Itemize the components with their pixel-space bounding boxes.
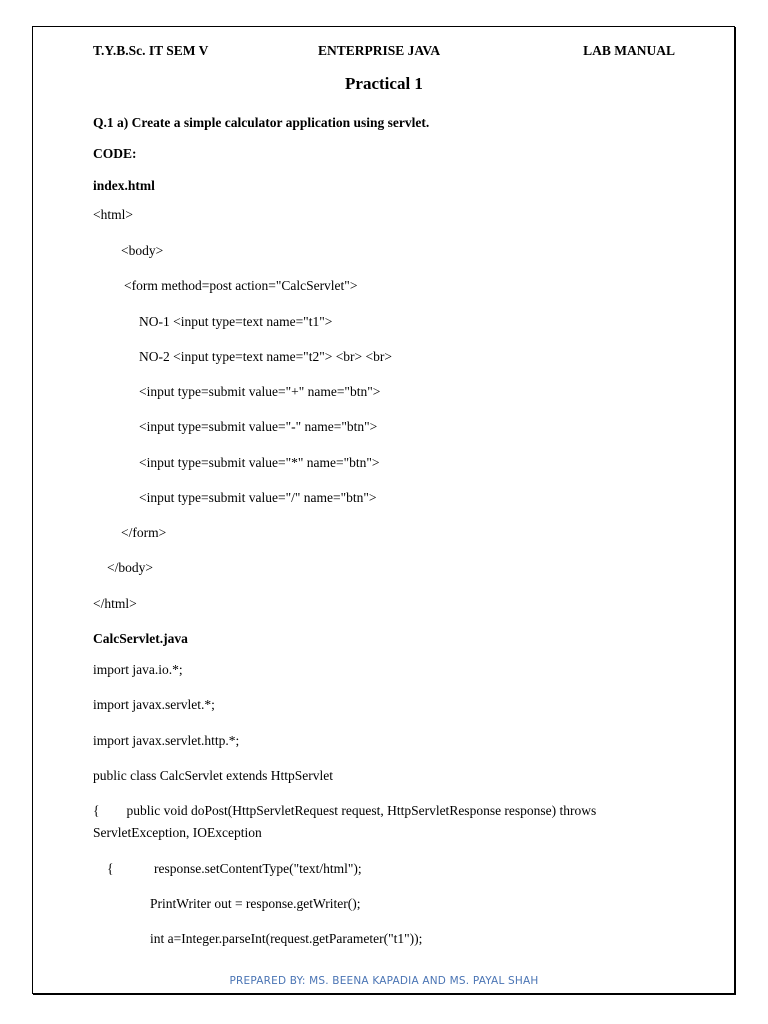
page-title: Practical 1	[345, 74, 423, 93]
header-subject: ENTERPRISE JAVA	[318, 43, 441, 58]
code-line: <input type=submit value="*" name="btn">	[139, 455, 380, 470]
code-line: NO-1 <input type=text name="t1">	[139, 314, 333, 329]
code-line: public class CalcServlet extends HttpServlet	[93, 768, 333, 783]
header-manual: LAB MANUAL	[583, 43, 675, 58]
index-file-heading: index.html	[93, 178, 155, 193]
code-line: <input type=submit value="-" name="btn">	[139, 419, 378, 434]
code-line: <input type=submit value="+" name="btn">	[139, 384, 381, 399]
code-line: { response.setContentType("text/html");	[107, 861, 362, 876]
code-line: import javax.servlet.*;	[93, 697, 215, 712]
code-line: PrintWriter out = response.getWriter();	[150, 896, 361, 911]
code-line: int a=Integer.parseInt(request.getParameter("t1"));	[150, 931, 423, 946]
code-line: </form>	[121, 525, 167, 540]
page-footer: PREPARED BY: MS. BEENA KAPADIA AND MS. PAYAL SHAH	[229, 975, 539, 987]
question-text: Q.1 a) Create a simple calculator application using servlet.	[93, 115, 430, 130]
code-line: { public void doPost(HttpServletRequest request, HttpServletResponse response) throws	[93, 803, 597, 818]
header-course: T.Y.B.Sc. IT SEM V	[93, 43, 209, 58]
code-line: import java.io.*;	[93, 662, 183, 677]
code-line: import javax.servlet.http.*;	[93, 733, 240, 748]
servlet-file-heading: CalcServlet.java	[93, 631, 188, 646]
code-line: </html>	[93, 596, 137, 611]
code-line: <body>	[121, 243, 164, 258]
code-line: </body>	[107, 560, 153, 575]
code-line: <form method=post action="CalcServlet">	[124, 278, 358, 293]
code-line: <html>	[93, 207, 133, 222]
code-line: ServletException, IOException	[93, 825, 262, 840]
code-line: <input type=submit value="/" name="btn">	[139, 490, 377, 505]
page-border	[32, 26, 735, 994]
code-label: CODE:	[93, 146, 137, 161]
code-line: NO-2 <input type=text name="t2"> <br> <br>	[139, 349, 393, 364]
page-header	[93, 43, 675, 61]
